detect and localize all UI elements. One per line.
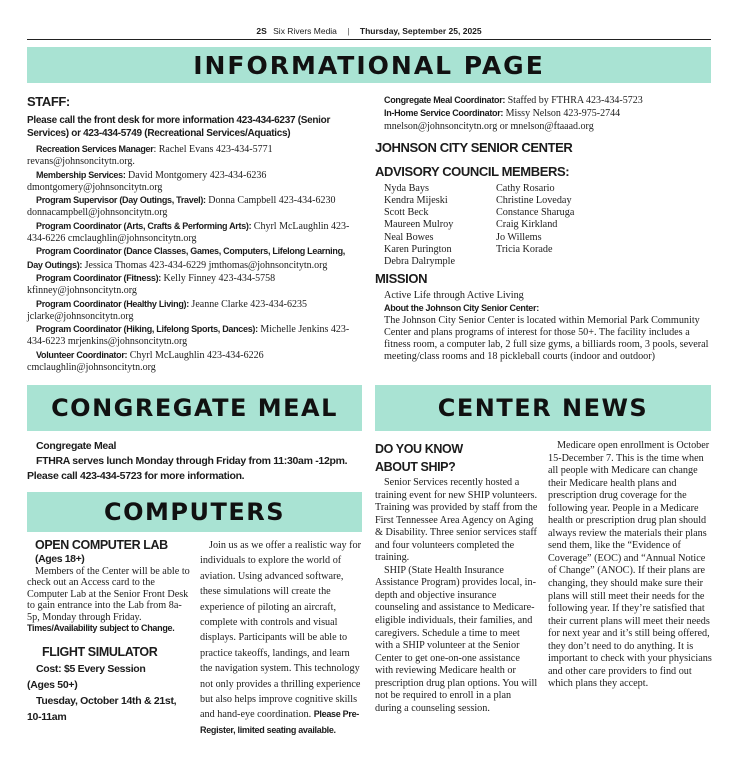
staff-intro: Please call the front desk for more information 423-434-6237 (Senior Services) or 423-434-5749 (Recreational Services/Aquatics) (27, 115, 331, 139)
ship-heading-line1: DO YOU KNOW (375, 442, 463, 456)
advisory-member: Scott Beck (384, 207, 429, 219)
staff-heading: STAFF: (27, 94, 70, 109)
staff-entry (27, 272, 361, 297)
about-label: About the Johnson City Senior Center: (384, 303, 539, 314)
staff-role: Program Coordinator (Healthy Living): (36, 298, 189, 309)
staff-role: Program Coordinator (Arts, Crafts & Performing Arts): (36, 220, 252, 231)
staff-role: Program Coordinator (Hiking, Lifelong Sports, Dances): (36, 324, 258, 335)
advisory-member: Neal Bowes (384, 231, 434, 243)
advisory-column-1 (384, 183, 496, 268)
staff-entry (27, 220, 361, 245)
flight-simulator-description (200, 538, 364, 738)
advisory-member: Constance Sharuga (496, 207, 575, 219)
flight-simulator-ages: (Ages 50+) (27, 679, 78, 692)
flight-simulator-date: Tuesday, October 14th & 21st, 10-11am (27, 695, 177, 724)
ship-paragraph-2: SHIP (State Health Insurance Assistance Program) provides local, in-depth and objective insurance counseling and assistance to Medicare-eligible individuals, their families, and caregivers. Schedule a time to meet with a SHIP volunteer at the Senior Center to get one-on-one assistance with reviewing Medicare health or prescription drug plan options. You will not be required to enroll in a plan during a counseling session. (375, 564, 538, 714)
staff-details: Chyrl McLaughlin 423-434-6226 cmclaughlin@johnsoncitytn.org (27, 220, 350, 244)
staff-details: Missy Nelson 423-975-2744 mnelson@johnsoncitytn.org or mnelson@ftaaad.org (384, 108, 621, 132)
advisory-member: Nyda Bays (384, 182, 429, 194)
staff-entry (27, 245, 361, 271)
ship-section (375, 440, 538, 715)
congregate-meal-section (27, 440, 367, 484)
advisory-members (375, 183, 711, 268)
staff-details: David Montgomery 423-434-6236 dmontgomery@johnsoncitytn.org (27, 169, 267, 193)
advisory-member: Karen Purington (384, 243, 452, 255)
advisory-member: Jo Willems (496, 231, 542, 243)
congregate-meal-phone: Please call 423-434-5723 for more information. (27, 469, 245, 482)
flight-simulator-heading: FLIGHT SIMULATOR (42, 645, 158, 660)
staff-entry (27, 323, 361, 348)
advisory-member: Christine Loveday (496, 195, 572, 206)
computer-lab-text-wrap (27, 566, 190, 634)
medicare-section (548, 440, 712, 691)
informational-page-banner (27, 47, 711, 83)
congregate-meal-banner (27, 385, 362, 431)
computers-banner (27, 492, 362, 532)
staff-details: Jessica Thomas 423-434-6229 jmthomas@johnsoncitytn.org (82, 259, 328, 271)
page-header (0, 26, 738, 36)
staff-entry (27, 169, 361, 194)
staff-entry (27, 298, 361, 323)
issue-date: Thursday, September 25, 2025 (359, 26, 482, 36)
staff-entry (27, 349, 361, 374)
staff-role: In-Home Service Coordinator: (384, 108, 504, 119)
computer-lab-ages: (Ages 18+) (35, 553, 85, 565)
right-info-column (375, 94, 711, 363)
staff-role: Program Supervisor (Day Outings, Travel): (36, 195, 206, 206)
publication-name: Six Rivers Media (273, 26, 337, 36)
staff-role: Program Coordinator (Dance Classes, Games, Computers, Lifelong Learning, Day Outings): (27, 246, 345, 270)
computer-lab-note: Times/Availability subject to Change. (27, 623, 175, 634)
ship-heading-line2: ABOUT SHIP? (375, 460, 456, 474)
congregate-meal-title: CONGREGATE MEAL (51, 394, 338, 422)
staff-details: Michelle Jenkins 423-434-6223 mrjenkins@johnsoncitytn.org (27, 324, 350, 348)
informational-page-title: INFORMATIONAL PAGE (193, 50, 545, 80)
advisory-member: Kendra Mijeski (384, 195, 448, 206)
header-separator: | (347, 26, 350, 36)
staff-entry (384, 107, 711, 132)
staff-role: Recreation Services Manager (36, 144, 154, 154)
staff-details: Staffed by FTHRA 423-434-5723 (505, 95, 643, 106)
flight-simulator-cost: Cost: $5 Every Session (36, 663, 146, 676)
congregate-meal-hours: FTHRA serves lunch Monday through Friday from 11:30am -12pm. (36, 454, 348, 467)
advisory-member: Craig Kirkland (496, 219, 558, 231)
ship-paragraph-1: Senior Services recently hosted a training event for new SHIP volunteers. Training was provided by staff from the First Tennessee Area Agency on Aging & Disability. Three senior services staff and four volunteers completed the training. (375, 477, 538, 564)
advisory-member: Maureen Mulroy (384, 219, 454, 231)
center-news-banner (375, 385, 711, 431)
staff-right-list (375, 94, 711, 133)
staff-list (27, 143, 361, 374)
staff-entry (384, 94, 711, 107)
staff-details: Kelly Finney 423-434-5758 kfinney@johnsoncitytn.org (27, 272, 276, 297)
staff-details: Chyrl McLaughlin 423-434-6226 cmclaughlin@johnsoncitytn.org (27, 349, 264, 373)
page-number: 2S (256, 26, 267, 36)
staff-role: Volunteer Coordinator: (36, 349, 128, 360)
mission-text: Active Life through Active Living (384, 290, 524, 302)
about-text: The Johnson City Senior Center is located within Memorial Park Community Center and plans programs of interest for those 50+. The facility includes a fitness room, a computer lab, 2 full size gyms, a billiards room, 3 pools, several meeting/class rooms and 18 pickleball courts (indoor and outdoor) (384, 314, 709, 363)
congregate-meal-name: Congregate Meal (36, 440, 117, 452)
staff-role: Program Coordinator (Fitness): (36, 272, 162, 283)
advisory-member: Debra Dalrymple (384, 256, 455, 268)
open-computer-lab-heading: OPEN COMPUTER LAB (35, 538, 168, 552)
mission-heading: MISSION (375, 271, 428, 287)
jcsc-heading: JOHNSON CITY SENIOR CENTER (375, 139, 573, 155)
header-rule (27, 39, 711, 40)
advisory-heading: ADVISORY COUNCIL MEMBERS: (375, 163, 570, 179)
staff-section (27, 94, 361, 374)
staff-details: : Rachel Evans 423-434-5771 revans@johnsoncitytn.org. (27, 144, 273, 168)
computers-title: COMPUTERS (103, 498, 285, 526)
flight-simulator-text: Join us as we offer a realistic way for individuals to explore the world of aviation. Using advanced software, these simulations will create the experience of piloting an aircraft, complete with controls and visual displays. Participants will be able to practice takeoffs, landings, and learn the navigation system. This technology not only provides a thrilling experience but also helps improve cognitive skills and hand-eye coordination. (200, 540, 362, 721)
computer-lab-text: Members of the Center will be able to check out an Access card to the Computer Lab at the Senior Front Desk to gain entrance into the Lab from 8a-5p, Monday through Friday. (27, 566, 190, 623)
staff-role: Membership Services: (36, 169, 126, 180)
flight-text-wrap (200, 538, 364, 738)
computer-lab-section (27, 538, 190, 725)
staff-details: Donna Campbell 423-434-6230 donnacampbell@johnsoncitytn.org (27, 195, 336, 219)
advisory-column-2 (496, 183, 574, 268)
staff-entry (27, 143, 361, 168)
staff-entry (27, 194, 361, 219)
advisory-member: Cathy Rosario (496, 182, 555, 194)
advisory-member: Tricia Korade (496, 243, 553, 255)
flight-simulator-note: Please Pre-Register, limited seating available. (200, 709, 359, 735)
staff-role: Congregate Meal Coordinator: (384, 95, 506, 105)
mission-body (375, 290, 711, 363)
center-news-title: CENTER NEWS (437, 394, 649, 422)
medicare-paragraph: Medicare open enrollment is October 15-December 7. This is the time when all people with Medicare can change their Medicare health plans and prescription drug coverage for the following year. People in a Medicare health or prescription drug plan should always review the materials their plans send them, like the “Evidence of Coverage” (EOC) and “Annual Notice of Change” (ANOC). If their plans are changing, they should make sure their plans will still meet their needs for the following year. If they’re satisfied that their current plans will meet their needs for next year and it’s still being offered, they don’t need to do anything. It is important to check with your physicians and other care providers to find out which plans they accept. (548, 440, 712, 690)
staff-details: Jeanne Clarke 423-434-6235 jclarke@johnsoncitytn.org (27, 298, 307, 322)
